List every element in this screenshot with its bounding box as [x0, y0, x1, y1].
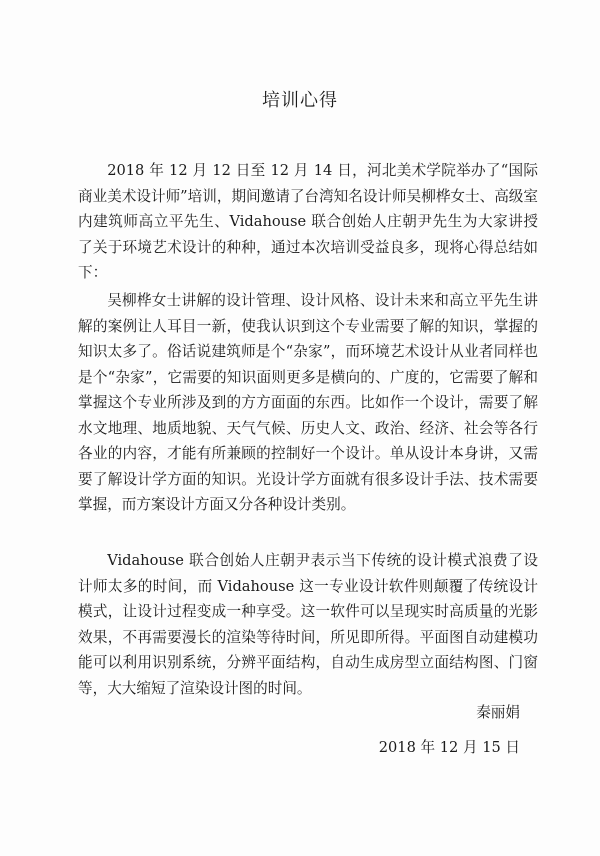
paragraph-vidahouse: Vidahouse 联合创始人庄朝尹表示当下传统的设计模式浪费了设计师太多的时间，而 Vidahouse 这一专业设计软件则颠覆了传统设计模式，让设计过程变成一种享受。这一软件可以呈现实时高质量的光影效果，不再需要漫长的渲染等待时间，所见即所得。平面图自动建模功能可以利用识别系统，分辨平面结构，自动生成房型立面结构图、门窗等，大大缩短了渲染设计图的时间。	[78, 552, 538, 697]
document-title: 培训心得	[262, 90, 338, 111]
paragraph-intro: 2018 年 12 月 12 日至 12 月 14 日，河北美术学院举办了“国际商业美术设计师”培训，期间邀请了台湾知名设计师吴柳桦女士、高级室内建筑师高立平先生、Vidahouse 联合创始人庄朝尹先生为大家讲授了关于环境艺术设计的种种，通过本次培训受益良多，现将心得总结如下：	[78, 162, 538, 281]
signature-date: 2018 年 12 月 15 日	[378, 739, 520, 756]
paragraph-wu-liuhua: 吴柳桦女士讲解的设计管理、设计风格、设计未来和高立平先生讲解的案例让人耳目一新，使我认识到这个专业需要了解的知识，掌握的知识太多了。俗话说建筑师是个“杂家”，而环境艺术设计从业者同样也是个“杂家”，它需要的知识面则更多是横向的、广度的，它需要了解和掌握这个专业所涉及到的方方面面的东西。比如作一个设计，需要了解水文地理、地质地貌、天气气候、历史人文、政治、经济、社会等各行各业的内容，才能有所兼顾的控制好一个设计。单从设计本身讲，又需要了解设计学方面的知识。光设计学方面就有很多设计手法、技术需要掌握，而方案设计方面又分各种设计类别。	[78, 292, 538, 513]
author-signature: 秦丽娟	[476, 704, 520, 721]
